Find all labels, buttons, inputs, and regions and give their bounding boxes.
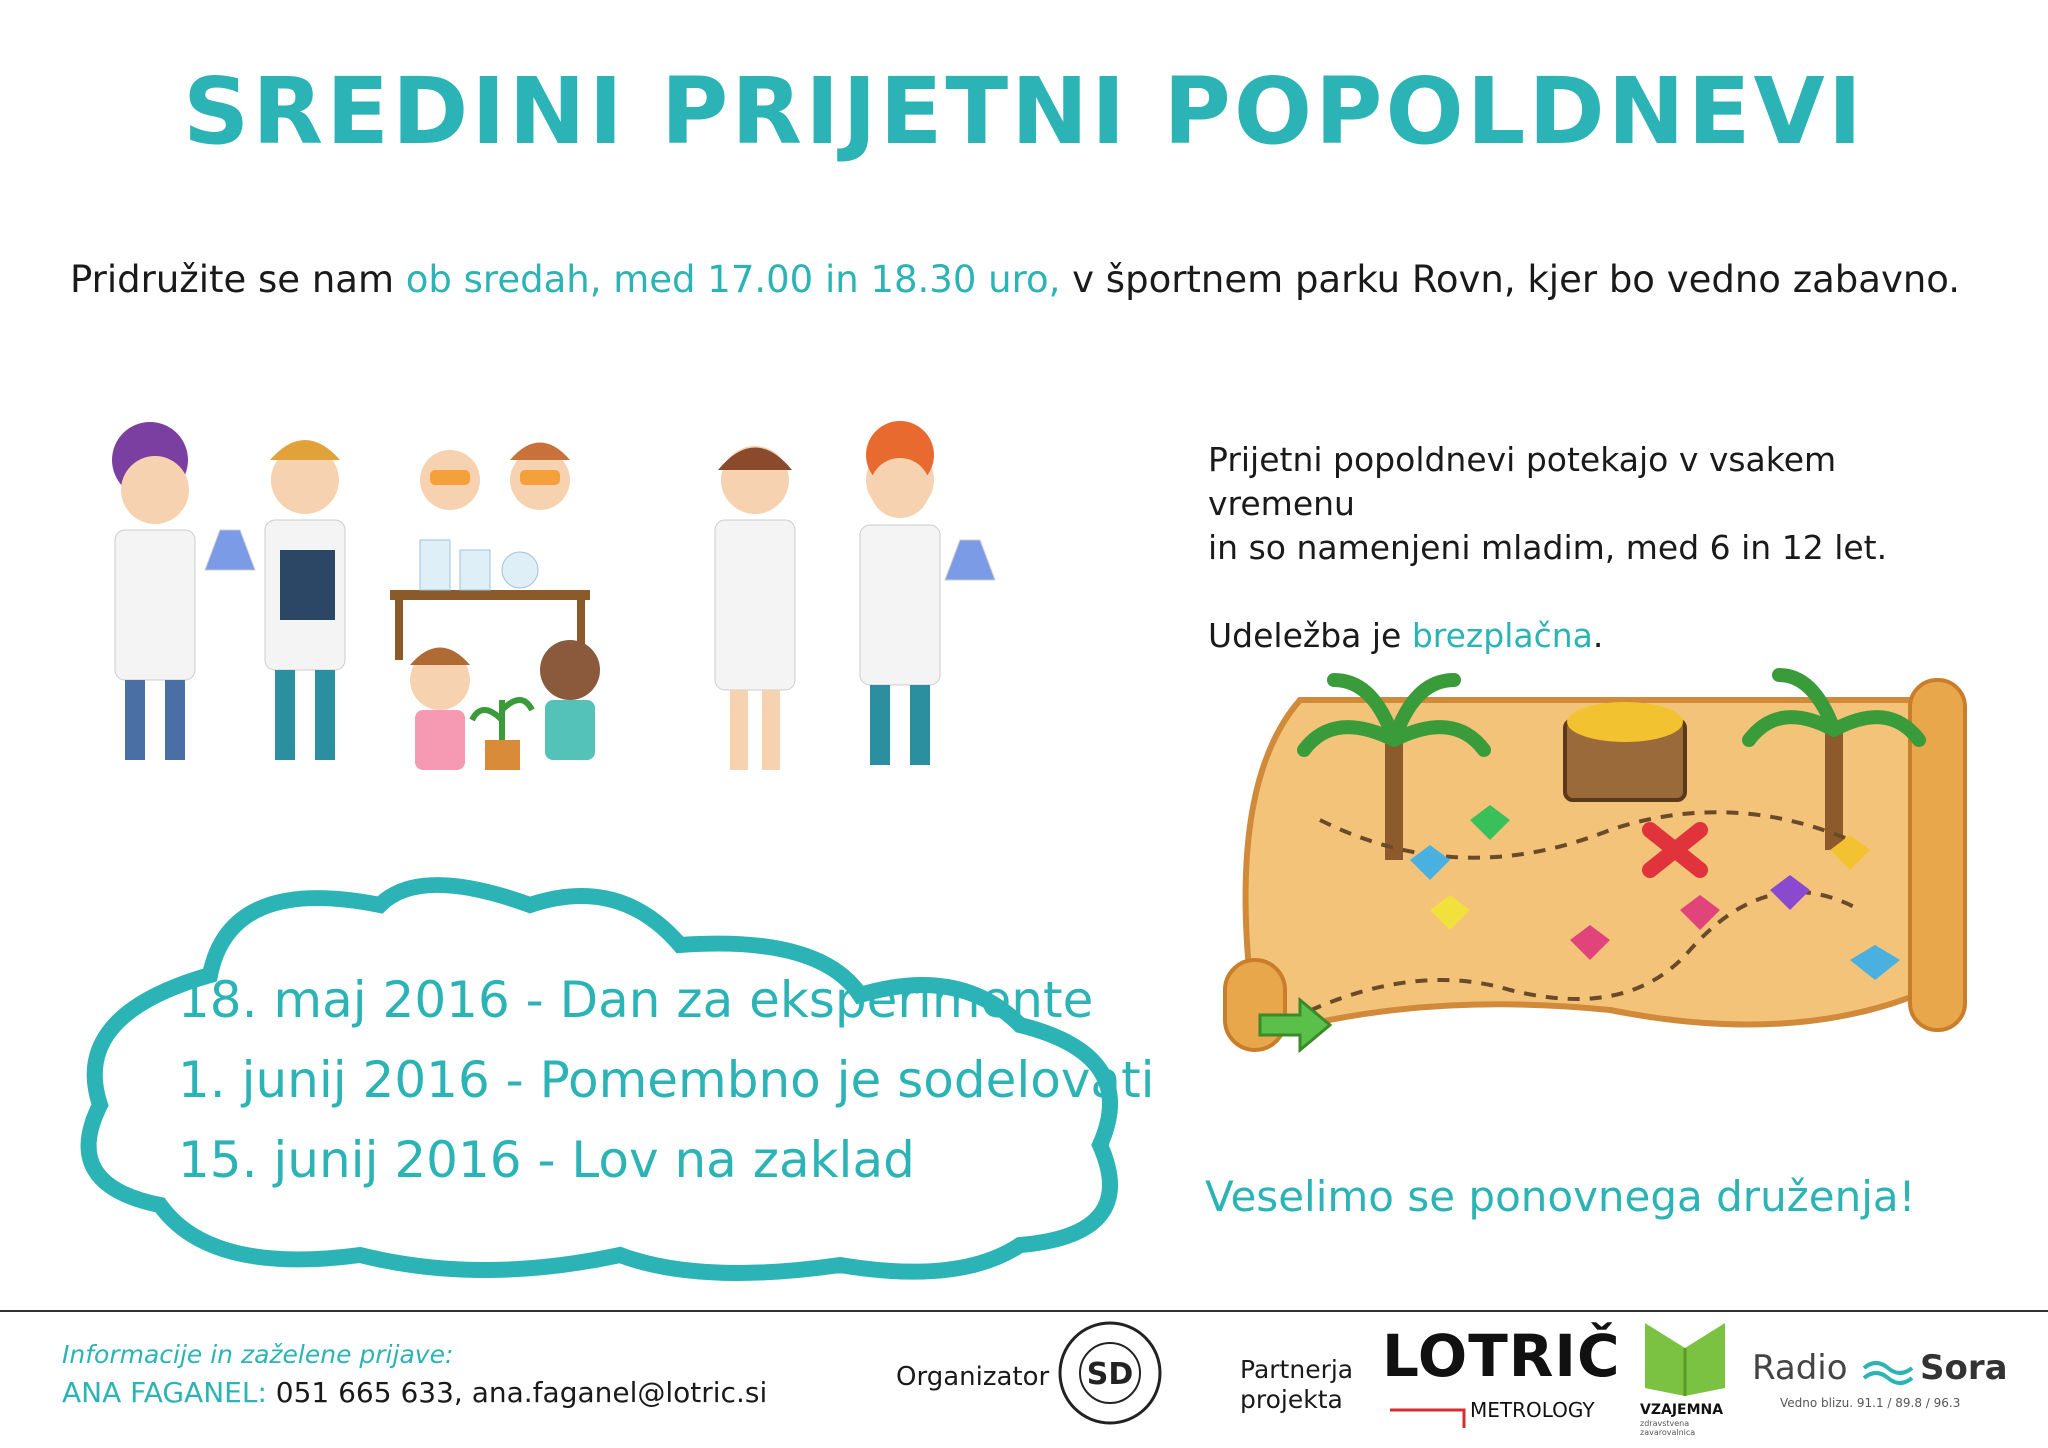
vzajemna-sub: zdravstvena zavarovalnica xyxy=(1640,1419,1696,1437)
contact-label: Informacije in zaželene prijave: xyxy=(62,1340,454,1369)
poster-title: SREDINI PRIJETNI POPOLDNEVI xyxy=(183,58,1865,165)
lotric-sub: METROLOGY xyxy=(1470,1398,1595,1422)
closing-text: Veselimo se ponovnega druženja! xyxy=(1205,1172,1916,1221)
seal-initials: SD xyxy=(1086,1357,1134,1392)
schedule-item: 1. junij 2016 - Pomembno je sodelovati xyxy=(178,1051,1155,1109)
partners-line-2: projekta xyxy=(1240,1385,1343,1414)
kids-scientists-illustration xyxy=(100,420,1000,810)
schedule-item: 15. junij 2016 - Lov na zaklad xyxy=(178,1131,915,1189)
info-line-1: Prijetni popoldnevi potekajo v vsakem vremenu xyxy=(1208,440,1837,523)
radio-name: Radio xyxy=(1752,1348,1848,1388)
contact-name: ANA FAGANEL: xyxy=(62,1376,267,1409)
intro-highlight: ob sredah, med 17.00 in 18.30 uro, xyxy=(405,258,1061,301)
lotric-name: LOTRIČ xyxy=(1382,1322,1621,1390)
intro-text xyxy=(70,258,1960,301)
vzajemna-name: VZAJEMNA xyxy=(1640,1402,1724,1418)
attendance-suffix: . xyxy=(1592,616,1604,655)
partners-line-1: Partnerja xyxy=(1240,1355,1354,1384)
radio-sora-logo xyxy=(1752,1348,2022,1418)
vzajemna-book-icon xyxy=(1640,1318,1730,1398)
schedule-list xyxy=(178,960,1155,1200)
partners-label xyxy=(1240,1355,1353,1415)
treasure-map-illustration xyxy=(1210,660,1980,1070)
attendance-prefix: Udeležba je xyxy=(1208,616,1412,655)
footer-divider xyxy=(0,1310,2048,1312)
radio-sora: Sora xyxy=(1920,1348,2008,1388)
schedule-item: 18. maj 2016 - Dan za eksperimente xyxy=(178,971,1094,1029)
attendance-highlight: brezplačna xyxy=(1411,616,1593,655)
organizer-label: Organizator xyxy=(896,1362,1050,1392)
info-block xyxy=(1208,438,1968,658)
info-line-2: in so namenjeni mladim, med 6 in 12 let. xyxy=(1208,528,1888,567)
intro-part2: v športnem parku Rovn, kjer bo vedno zabavno. xyxy=(1060,258,1961,301)
contact-line xyxy=(62,1376,767,1409)
attendance-line xyxy=(1208,614,1968,658)
lotric-logo xyxy=(1382,1322,1622,1432)
vzajemna-logo xyxy=(1640,1318,1730,1437)
organizer-seal-logo xyxy=(1055,1318,1165,1428)
intro-part1: Pridružite se nam xyxy=(70,258,406,301)
radio-wave-icon xyxy=(1862,1356,1918,1386)
contact-email[interactable]: ana.faganel@lotric.si xyxy=(471,1376,768,1409)
contact-phone: 051 665 633, xyxy=(266,1376,472,1409)
radio-tagline: Vedno blizu. 91.1 / 89.8 / 96.3 xyxy=(1780,1396,1961,1410)
